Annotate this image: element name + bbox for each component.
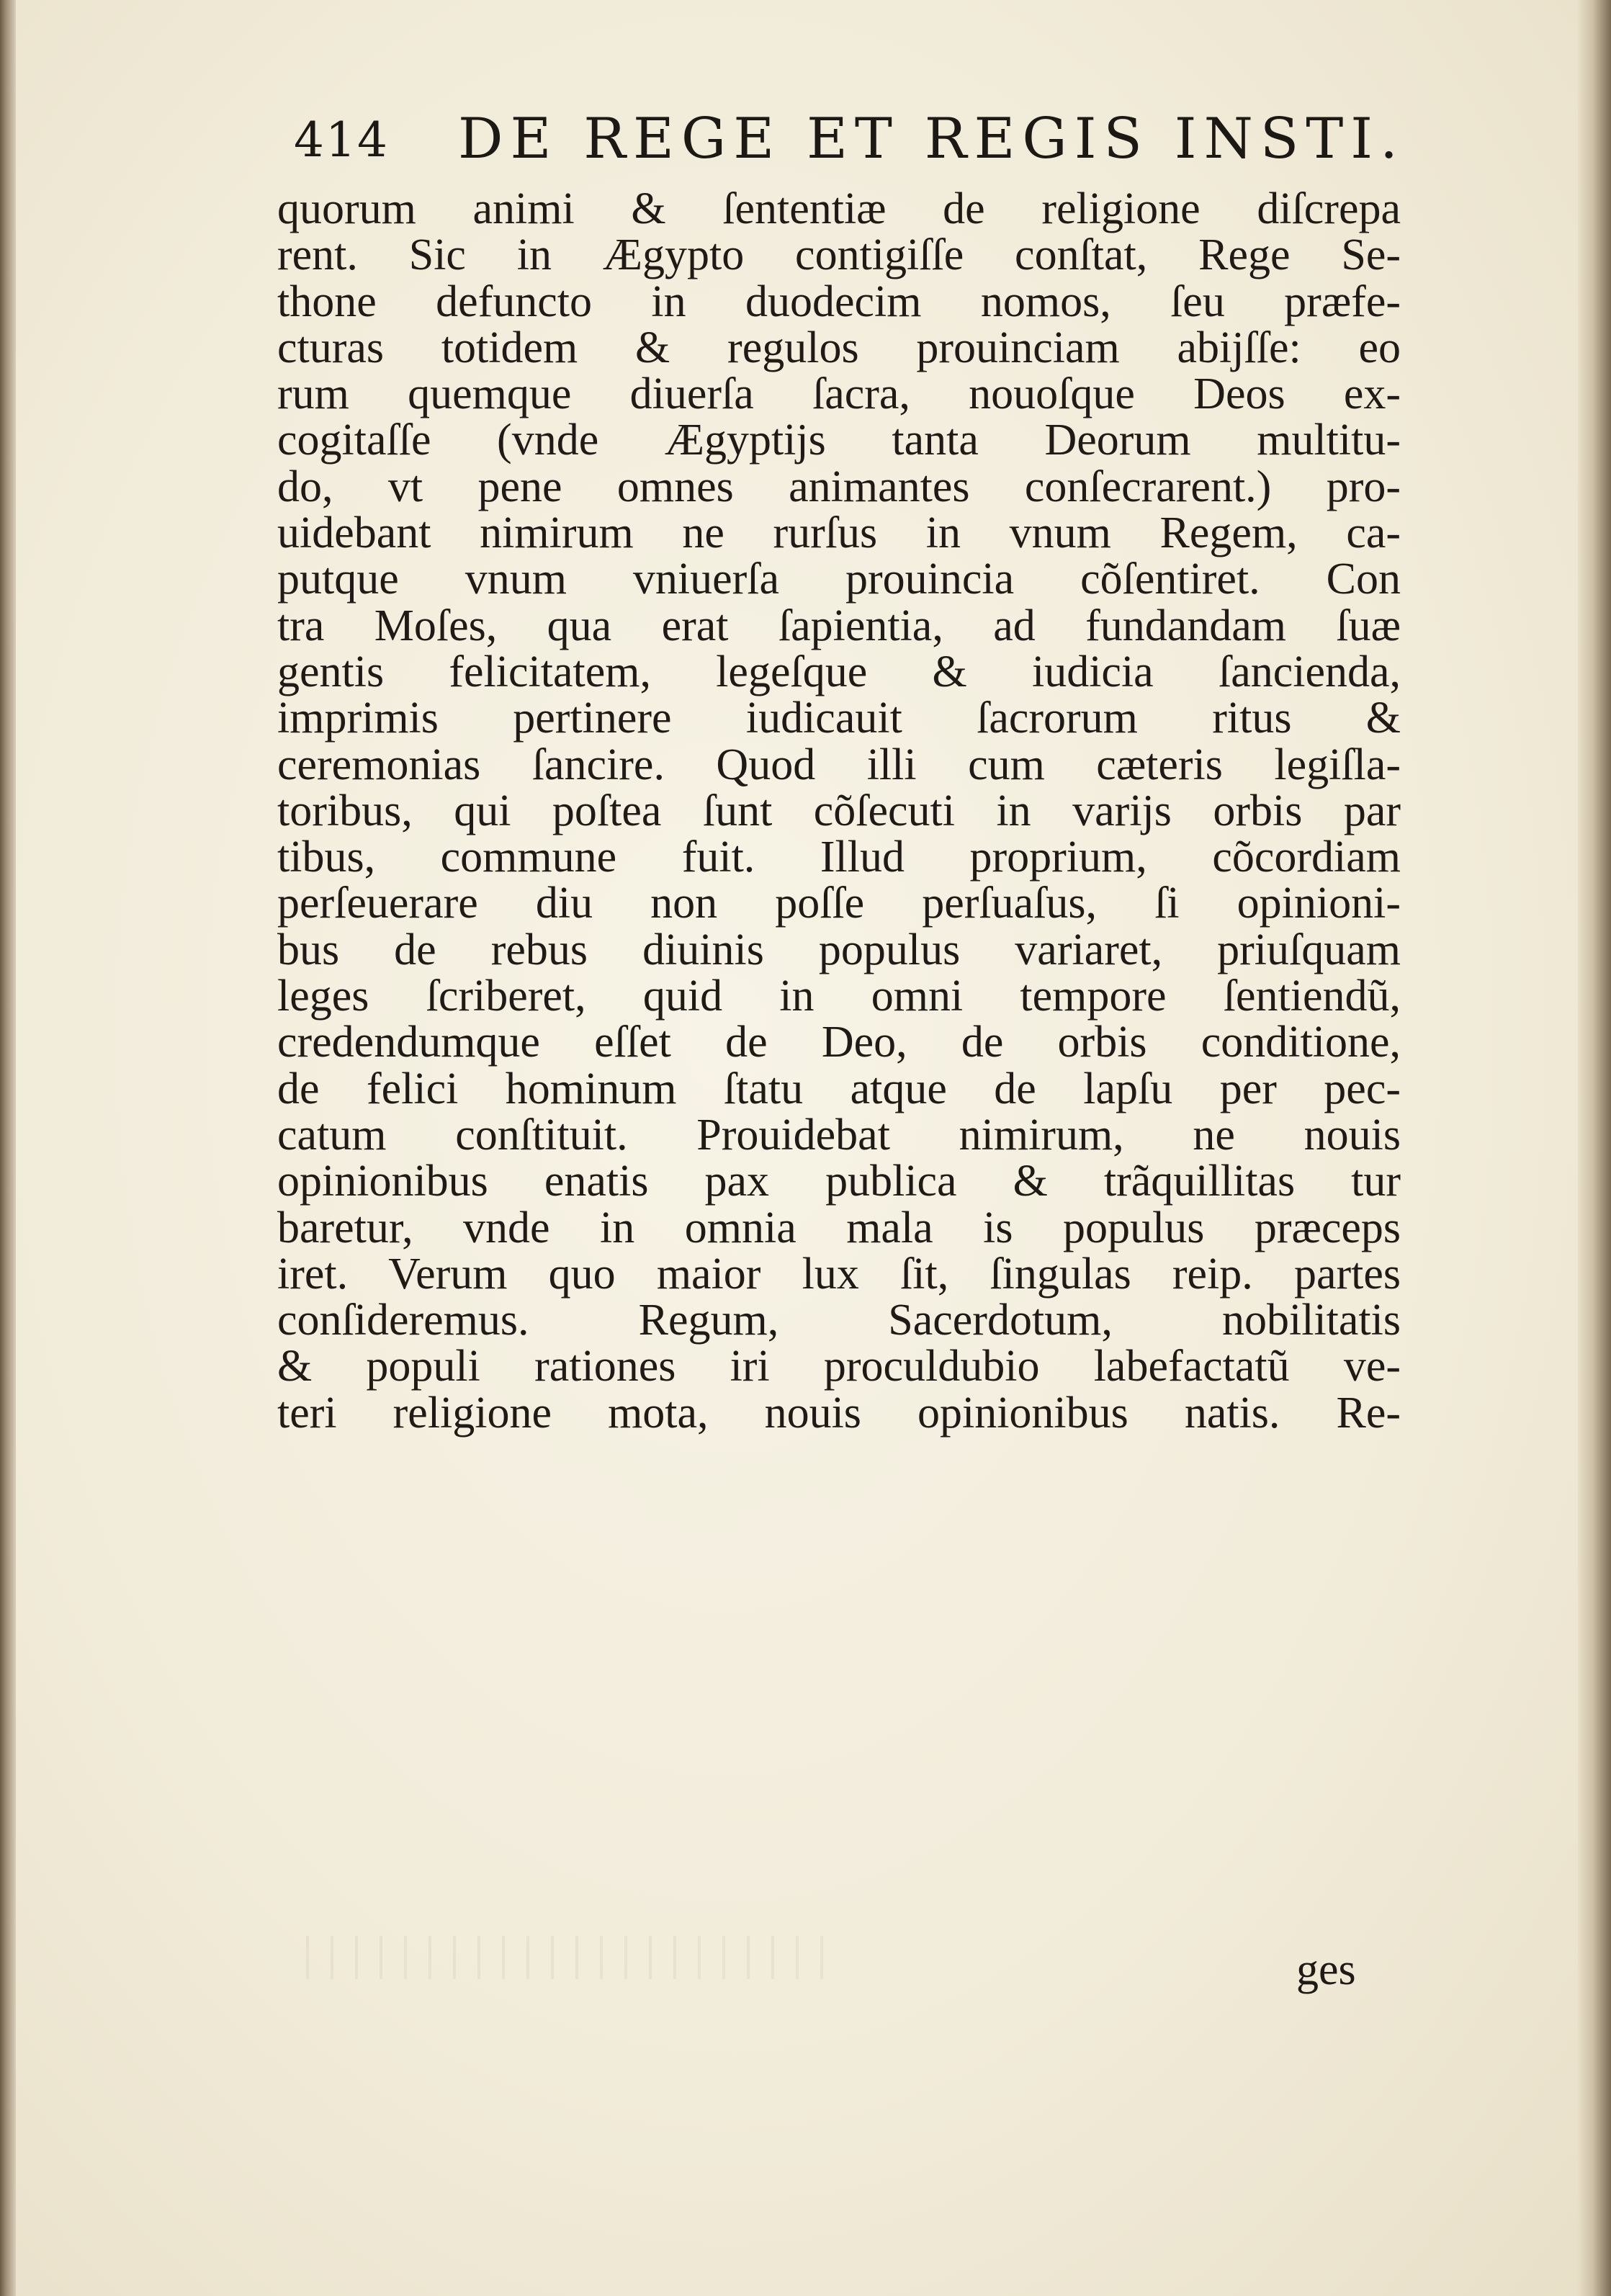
text-line: perſeuerare diu non poſſe perſuaſus, ſi opinioni- bbox=[277, 879, 1401, 928]
text-line: putque vnum vniuerſa prouincia cõſentiret. Con bbox=[277, 555, 1401, 604]
text-line: bus de rebus diuinis populus variaret, priuſquam bbox=[277, 925, 1401, 974]
page-number: 414 bbox=[294, 112, 389, 168]
page-edge bbox=[1578, 0, 1611, 2296]
body-text bbox=[277, 186, 1401, 1436]
text-line: opinionibus enatis pax publica & trãquillitas tur bbox=[277, 1157, 1401, 1206]
text-line: gentis felicitatem, legeſque & iudicia ſancienda, bbox=[277, 647, 1401, 696]
text-line: rum quemque diuerſa ſacra, nouoſque Deos ex- bbox=[277, 369, 1401, 419]
text-line: toribus, qui poſtea ſunt cõſecuti in varijs orbis par bbox=[277, 786, 1401, 835]
text-line: imprimis pertinere iudicauit ſacrorum ritus & bbox=[277, 694, 1401, 743]
text-line: catum conſtituit. Prouidebat nimirum, ne nouis bbox=[277, 1110, 1401, 1160]
ink-offset-mark bbox=[284, 1936, 832, 1979]
binding-gutter bbox=[0, 0, 16, 2296]
text-line: credendumque eſſet de Deo, de orbis conditione, bbox=[277, 1018, 1401, 1067]
text-line: de felici hominum ſtatu atque de lapſu per pec- bbox=[277, 1064, 1401, 1113]
text-line: & populi rationes iri proculdubio labefactatũ ve- bbox=[277, 1342, 1401, 1391]
text-line: quorum animi & ſententiæ de religione diſcrepa bbox=[277, 184, 1401, 233]
text-line: tra Moſes, qua erat ſapientia, ad fundandam ſuæ bbox=[277, 601, 1401, 650]
text-line: cogitaſſe (vnde Ægyptijs tanta Deorum multitu- bbox=[277, 416, 1401, 465]
text-line: leges ſcriberet, quid in omni tempore ſentiendũ, bbox=[277, 972, 1401, 1021]
page-header bbox=[294, 107, 1405, 186]
text-line: iret. Verum quo maior lux ſit, ſingulas reip. partes bbox=[277, 1249, 1401, 1299]
text-line: rent. Sic in Ægypto contigiſſe conſtat, Rege Se- bbox=[277, 230, 1401, 280]
text-line: conſideremus. Regum, Sacerdotum, nobilitatis bbox=[277, 1296, 1401, 1345]
text-line: ceremonias ſancire. Quod illi cum cæteris legiſla- bbox=[277, 740, 1401, 789]
text-line: baretur, vnde in omnia mala is populus præceps bbox=[277, 1203, 1401, 1252]
text-line: uidebant nimirum ne rurſus in vnum Regem, ca- bbox=[277, 508, 1401, 558]
text-line: teri religione mota, nouis opinionibus natis. Re- bbox=[277, 1388, 1401, 1438]
text-line: tibus, commune fuit. Illud proprium, cõcordiam bbox=[277, 833, 1401, 882]
text-line: cturas totidem & regulos prouinciam abijſſe: eo bbox=[277, 323, 1401, 372]
text-line: do, vt pene omnes animantes conſecrarent.) pro- bbox=[277, 462, 1401, 511]
text-line: thone defuncto in duodecim nomos, ſeu præfe- bbox=[277, 277, 1401, 326]
catchword: ges bbox=[1296, 1945, 1356, 1994]
running-title: DE REGE ET REGIS INSTI. bbox=[458, 107, 1405, 171]
